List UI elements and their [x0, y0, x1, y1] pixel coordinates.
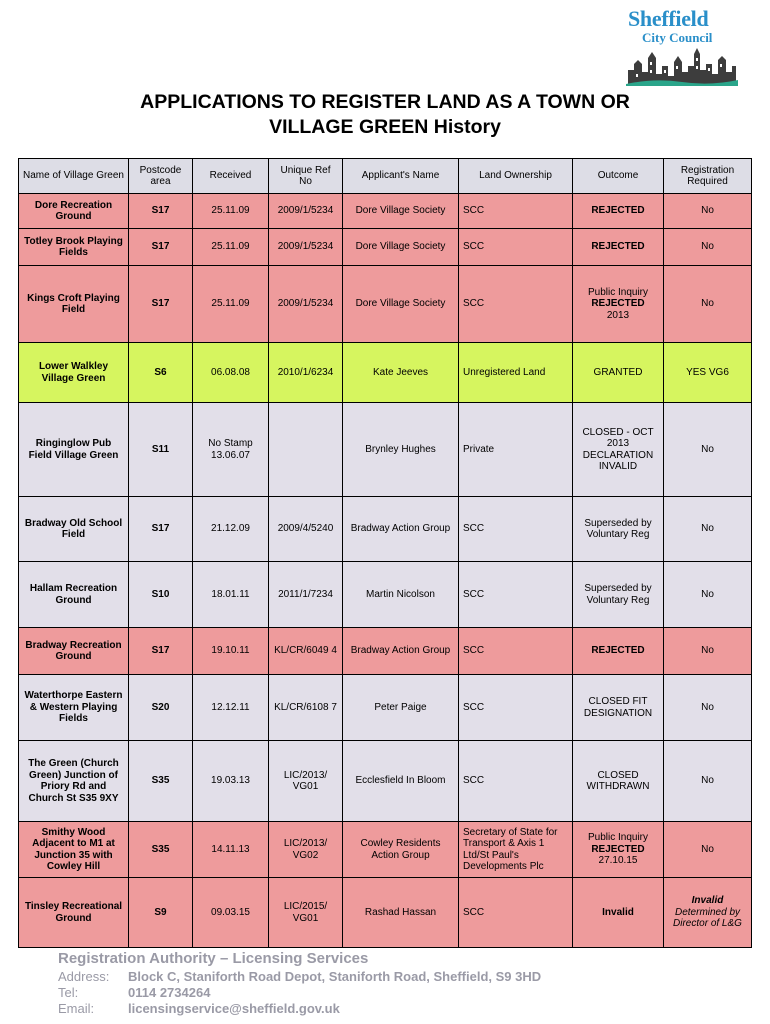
cell-received: 19.10.11 [193, 628, 269, 675]
cell-name: Totley Brook Playing Fields [19, 229, 129, 266]
cell-ownership: SCC [459, 675, 573, 741]
cell-ref: LIC/2015/ VG01 [269, 878, 343, 948]
applications-table [18, 158, 752, 948]
cell-applicant: Martin Nicolson [343, 562, 459, 628]
registration-note: Determined by Director of L&G [673, 906, 742, 930]
footer-title: Registration Authority – Licensing Services [58, 950, 369, 967]
tel-value: 0114 2734264 [128, 985, 211, 1000]
cell-ownership: SCC [459, 229, 573, 266]
city-skyline-icon [626, 46, 738, 86]
cell-registration: No [664, 229, 752, 266]
cell-name: Ringinglow Pub Field Village Green [19, 403, 129, 497]
page-title-line-1: APPLICATIONS TO REGISTER LAND AS A TOWN OR [140, 91, 630, 113]
cell-ref: 2010/1/6234 [269, 343, 343, 403]
cell-ref: LIC/2013/ VG02 [269, 822, 343, 878]
cell-outcome: Superseded by Voluntary Reg [573, 562, 664, 628]
table-row [19, 266, 752, 343]
tel-label: Tel: [58, 985, 79, 1000]
cell-applicant: Kate Jeeves [343, 343, 459, 403]
cell-registration: No [664, 266, 752, 343]
cell-outcome: CLOSED - OCT 2013 DECLARATION INVALID [573, 403, 664, 497]
table-row [19, 628, 752, 675]
cell-name: The Green (Church Green) Junction of Priory Rd and Church St S35 9XY [19, 741, 129, 822]
cell-ownership: Unregistered Land [459, 343, 573, 403]
outcome-status: REJECTED [591, 205, 645, 217]
cell-outcome: Superseded by Voluntary Reg [573, 497, 664, 562]
cell-name: Waterthorpe Eastern & Western Playing Fields [19, 675, 129, 741]
header-name: Name of Village Green [19, 159, 129, 194]
email-link[interactable]: licensingservice@sheffield.gov.uk [128, 1001, 340, 1016]
table-header-row [19, 159, 752, 194]
table-row [19, 562, 752, 628]
cell-ref: 2009/1/5234 [269, 194, 343, 229]
cell-ref: LIC/2013/ VG01 [269, 741, 343, 822]
cell-registration: No [664, 741, 752, 822]
table-row [19, 878, 752, 948]
cell-outcome: CLOSED WITHDRAWN [573, 741, 664, 822]
cell-ownership: SCC [459, 741, 573, 822]
page-title [60, 90, 710, 140]
cell-postcode: S9 [129, 878, 193, 948]
cell-ownership: SCC [459, 628, 573, 675]
cell-registration: No [664, 403, 752, 497]
cell-ref: KL/CR/6049 4 [269, 628, 343, 675]
cell-registration: No [664, 562, 752, 628]
cell-received: No Stamp 13.06.07 [193, 403, 269, 497]
cell-received: 25.11.09 [193, 194, 269, 229]
cell-registration: No [664, 628, 752, 675]
cell-received: 14.11.13 [193, 822, 269, 878]
cell-ref: KL/CR/6108 7 [269, 675, 343, 741]
outcome-date: 2013 [606, 309, 630, 321]
cell-ownership: SCC [459, 194, 573, 229]
cell-received: 21.12.09 [193, 497, 269, 562]
cell-ownership: SCC [459, 266, 573, 343]
header-postcode: Postcode area [129, 159, 193, 194]
cell-ref: 2009/1/5234 [269, 266, 343, 343]
cell-received: 19.03.13 [193, 741, 269, 822]
header-registration: Registration Required [664, 159, 752, 194]
cell-applicant: Cowley Residents Action Group [343, 822, 459, 878]
cell-ownership: SCC [459, 878, 573, 948]
outcome-note: Public Inquiry [587, 286, 649, 298]
table-row [19, 741, 752, 822]
footer-email-row [58, 1001, 541, 1017]
cell-ownership: Private [459, 403, 573, 497]
cell-applicant: Ecclesfield In Bloom [343, 741, 459, 822]
cell-ownership: SCC [459, 497, 573, 562]
outcome-status: REJECTED [591, 298, 645, 310]
cell-postcode: S17 [129, 628, 193, 675]
header-ownership: Land Ownership [459, 159, 573, 194]
cell-name: Dore Recreation Ground [19, 194, 129, 229]
cell-ownership: Secretary of State for Transport & Axis 1 Ltd/St Paul's Developments Plc [459, 822, 573, 878]
address-label: Address: [58, 969, 110, 984]
cell-outcome [573, 229, 664, 266]
cell-registration: No [664, 822, 752, 878]
cell-postcode: S35 [129, 741, 193, 822]
cell-registration: No [664, 194, 752, 229]
cell-applicant: Dore Village Society [343, 229, 459, 266]
table-row [19, 194, 752, 229]
cell-postcode: S17 [129, 266, 193, 343]
cell-registration: YES VG6 [664, 343, 752, 403]
cell-name: Bradway Recreation Ground [19, 628, 129, 675]
cell-registration [664, 878, 752, 948]
cell-applicant: Rashad Hassan [343, 878, 459, 948]
cell-postcode: S20 [129, 675, 193, 741]
cell-outcome [573, 194, 664, 229]
cell-applicant: Dore Village Society [343, 194, 459, 229]
footer-address-row [58, 969, 541, 985]
cell-ownership: SCC [459, 562, 573, 628]
cell-received: 18.01.11 [193, 562, 269, 628]
cell-postcode: S17 [129, 194, 193, 229]
logo-line-1: Sheffield [628, 6, 709, 31]
cell-ref: 2009/1/5234 [269, 229, 343, 266]
cell-applicant: Bradway Action Group [343, 628, 459, 675]
cell-postcode: S17 [129, 229, 193, 266]
address-value: Block C, Staniforth Road Depot, Staniforth Road, Sheffield, S9 3HD [128, 969, 542, 984]
cell-ref: 2009/4/5240 [269, 497, 343, 562]
cell-ref: 2011/1/7234 [269, 562, 343, 628]
header-applicant: Applicant's Name [343, 159, 459, 194]
cell-received: 09.03.15 [193, 878, 269, 948]
cell-name: Bradway Old School Field [19, 497, 129, 562]
header-ref: Unique Ref No [269, 159, 343, 194]
cell-received: 06.08.08 [193, 343, 269, 403]
header-outcome: Outcome [573, 159, 664, 194]
outcome-status: REJECTED [591, 645, 645, 657]
cell-name: Kings Croft Playing Field [19, 266, 129, 343]
registration-status: Invalid [691, 895, 724, 907]
cell-outcome [573, 266, 664, 343]
outcome-status: REJECTED [591, 241, 645, 253]
page-title-line-2: VILLAGE GREEN History [269, 116, 501, 138]
cell-postcode: S11 [129, 403, 193, 497]
cell-registration: No [664, 497, 752, 562]
outcome-date: 27.10.15 [598, 855, 638, 867]
cell-postcode: S35 [129, 822, 193, 878]
cell-outcome [573, 878, 664, 948]
table-row [19, 343, 752, 403]
cell-applicant: Dore Village Society [343, 266, 459, 343]
sheffield-city-council-logo [624, 6, 740, 86]
cell-registration: No [664, 675, 752, 741]
footer-tel-row [58, 985, 541, 1001]
table-row [19, 403, 752, 497]
outcome-status: Invalid [602, 906, 634, 918]
cell-postcode: S10 [129, 562, 193, 628]
table-row [19, 229, 752, 266]
cell-outcome [573, 822, 664, 878]
table-row [19, 497, 752, 562]
cell-received: 25.11.09 [193, 266, 269, 343]
cell-applicant: Bradway Action Group [343, 497, 459, 562]
email-label: Email: [58, 1001, 95, 1016]
cell-postcode: S17 [129, 497, 193, 562]
cell-outcome: GRANTED [573, 343, 664, 403]
header-received: Received [193, 159, 269, 194]
table-row [19, 822, 752, 878]
cell-applicant: Brynley Hughes [343, 403, 459, 497]
cell-applicant: Peter Paige [343, 675, 459, 741]
cell-ref [269, 403, 343, 497]
cell-outcome: CLOSED FIT DESIGNATION [573, 675, 664, 741]
cell-name: Lower Walkley Village Green [19, 343, 129, 403]
table-row [19, 675, 752, 741]
cell-outcome [573, 628, 664, 675]
cell-received: 25.11.09 [193, 229, 269, 266]
cell-received: 12.12.11 [193, 675, 269, 741]
cell-name: Tinsley Recreational Ground [19, 878, 129, 948]
cell-name: Hallam Recreation Ground [19, 562, 129, 628]
cell-postcode: S6 [129, 343, 193, 403]
outcome-status: REJECTED [591, 843, 645, 855]
cell-name: Smithy Wood Adjacent to M1 at Junction 35 with Cowley Hill [19, 822, 129, 878]
outcome-note: Public Inquiry [587, 832, 649, 844]
logo-line-2: City Council [642, 30, 713, 45]
footer-contact [58, 950, 541, 1017]
